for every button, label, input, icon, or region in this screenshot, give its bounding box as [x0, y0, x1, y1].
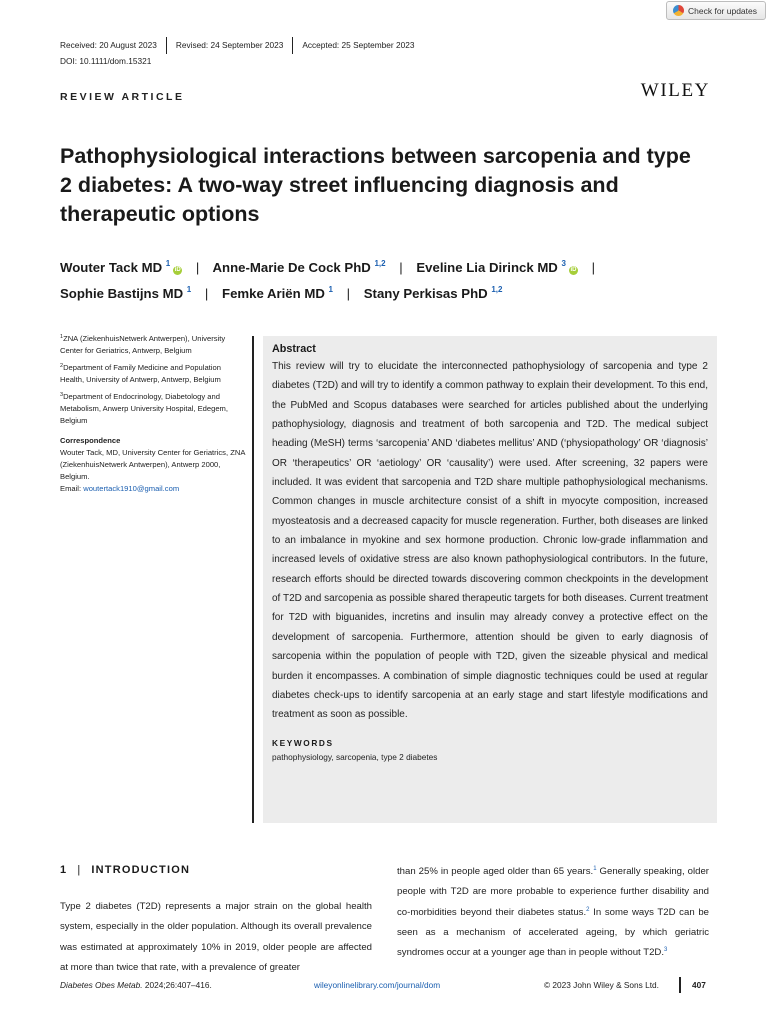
section-heading	[60, 864, 190, 876]
citation-ref[interactable]: 2	[586, 906, 590, 913]
author-separator: |	[346, 286, 351, 301]
article-type: REVIEW ARTICLE	[60, 91, 185, 103]
affiliation-number: 2	[60, 363, 64, 369]
correspondence-heading: Correspondence	[60, 436, 121, 445]
abstract-text: This review will try to elucidate the interconnected pathophysiology of sarcopenia and type 2 diabetes (T2D) and will try to identify a common pathway to explain their development. To this end, the PubMed and Scopus databases were searched for articles published about the underlying pathophysiology, diagnosis and treatment of both sarcopenia and T2D. The medical subject heading (MeSH) terms ‘sarcopenia’ AND ‘diabetes mellitus’ AND (‘physiopathology’ OR ‘diagnosis’ OR ‘therapeutics’ OR ‘aetiology’ OR ‘causality’) were used. After screening, 32 papers were included. It was evident that sarcopenia and T2D share multiple pathophysiological mechanisms. Common changes in muscle architecture consist of a shift in myocyte composition, increased myosteatosis and a decreased capacity for muscle regeneration. Further, both diseases are linked to an imbalance in myokine and sex hormone production. Chronic low-grade inflammation and increased levels of oxidative stress are also known pathophysiological contributors. In the future, research efforts should be directed towards discovering common checkpoints in the development of T2D and sarcopenia as possible shared therapeutic targets for both diseases. Current treatment for T2D with biguanides, incretins and insulin may already convey a protective effect on the development of sarcopenia. Furthermore, attention should be given to early diagnosis of sarcopenia within the population of people with T2D, given the sizeable physical and medical burden it encompasses. A combination of simple diagnostic techniques could be used at regular diabetes check-ups to identify sarcopenia at an early stage and start lifestyle modifications and treatment as soon as possible.	[272, 361, 708, 721]
affiliation-text: Department of Family Medicine and Population Health, University of Antwerp, Antwerp, Belgium	[60, 363, 221, 384]
journal-name: Diabetes Obes Metab.	[60, 980, 143, 990]
orcid-icon[interactable]: iD	[174, 267, 181, 273]
abstract-panel	[263, 336, 717, 823]
page-footer	[60, 977, 710, 993]
keywords-list: pathophysiology, sarcopenia, type 2 diabetes	[272, 751, 438, 762]
copyright: © 2023 John Wiley & Sons Ltd.	[544, 980, 659, 990]
body-paragraph-right	[397, 862, 709, 963]
page-number: 407	[692, 980, 706, 990]
divider	[679, 977, 681, 993]
affiliation-number: 3	[60, 392, 64, 398]
abstract-rule	[252, 336, 254, 823]
accepted-date: Accepted: 25 September 2023	[302, 40, 415, 50]
affiliation-ref[interactable]: 1,2	[374, 259, 386, 268]
check-for-updates-button[interactable]	[666, 1, 766, 20]
affiliation-item	[60, 333, 245, 357]
author-line	[60, 281, 740, 307]
journal-volume: 2024;26:407–416.	[142, 980, 212, 990]
correspondence-text	[60, 447, 245, 495]
author-separator: |	[195, 260, 200, 275]
author-name[interactable]: Stany Perkisas PhD	[363, 286, 488, 301]
publisher-logo: WILEY	[640, 80, 710, 101]
affiliation-ref[interactable]: 1	[186, 285, 192, 294]
affiliation-item	[60, 362, 245, 386]
section-title: INTRODUCTION	[91, 864, 191, 876]
body-paragraph-left: Type 2 diabetes (T2D) represents a major strain on the global health system, especially in the older population. Although its overall prevalence was estimated at approximately 10% in 2019, older people are affected at more than twice that rate, with a prevalence of greater	[60, 901, 372, 973]
citation-ref[interactable]: 1	[593, 866, 597, 872]
affiliation-ref[interactable]: 1	[328, 285, 333, 294]
affiliation-item	[60, 391, 245, 427]
affiliations	[60, 333, 245, 495]
email-link[interactable]: woutertack1910@gmail.com	[83, 484, 180, 493]
orcid-icon[interactable]: iD	[570, 267, 577, 273]
body-text: Generally speaking, older people with T2D are more probable to experience further disability and co-morbidities beyond their diabetes status.	[397, 866, 709, 918]
author-separator: |	[399, 260, 403, 275]
section-separator: |	[77, 864, 82, 876]
author-separator: |	[204, 286, 209, 301]
journal-url-link[interactable]: wileyonlinelibrary.com/journal/dom	[314, 980, 441, 990]
author-separator: |	[591, 260, 596, 275]
section-number: 1	[60, 864, 68, 876]
author-name[interactable]: Femke Ariën MD	[222, 286, 325, 301]
affiliation-text: ZNA (ZiekenhuisNetwerk Antwerpen), University Center for Geriatrics, Antwerp, Belgium	[60, 334, 226, 355]
keywords-heading: KEYWORDS	[272, 737, 334, 748]
email-label: Email:	[60, 484, 84, 493]
affiliation-ref[interactable]: 1,2	[491, 285, 503, 294]
body-text: In some ways T2D can be seen as a mechanism of accelerated ageing, by which geriatric syndromes occur at a younger age than in people without T2D.	[397, 906, 710, 958]
author-name[interactable]: Eveline Lia Dirinck MD	[416, 260, 558, 275]
author-name[interactable]: Wouter Tack MD	[60, 260, 163, 275]
doi: DOI: 10.1111/dom.15321	[60, 56, 152, 66]
crossmark-icon	[673, 5, 684, 16]
journal-citation	[60, 980, 212, 990]
author-list	[60, 255, 740, 307]
correspondence-address: Wouter Tack, MD, University Center for Geriatrics, ZNA (ZiekenhuisNetwerk Antwerpen), Antwerp 2000, Belgium.	[60, 448, 245, 481]
author-name[interactable]: Anne-Marie De Cock PhD	[212, 260, 371, 275]
article-title: Pathophysiological interactions between sarcopenia and type 2 diabetes: A two-way street influencing diagnosis and therapeutic options	[60, 144, 691, 226]
author-line	[60, 255, 740, 281]
affiliation-number: 1	[60, 334, 64, 340]
revised-date: Revised: 24 September 2023	[175, 40, 284, 50]
affiliation-text: Department of Endocrinology, Diabetology and Metabolism, Anwerp University Hospital, Edegem, Belgium	[60, 392, 228, 425]
affiliation-ref[interactable]: 3	[561, 259, 566, 268]
check-for-updates-label: Check for updates	[688, 5, 757, 16]
abstract-heading: Abstract	[272, 343, 316, 355]
article-dates	[60, 36, 423, 54]
body-text: than 25% in people aged older than 65 years.	[397, 866, 594, 877]
received-date: Received: 20 August 2023	[60, 40, 157, 50]
author-name[interactable]: Sophie Bastijns MD	[60, 286, 184, 301]
affiliation-ref[interactable]: 1	[165, 259, 171, 268]
citation-ref[interactable]: 3	[664, 947, 668, 953]
